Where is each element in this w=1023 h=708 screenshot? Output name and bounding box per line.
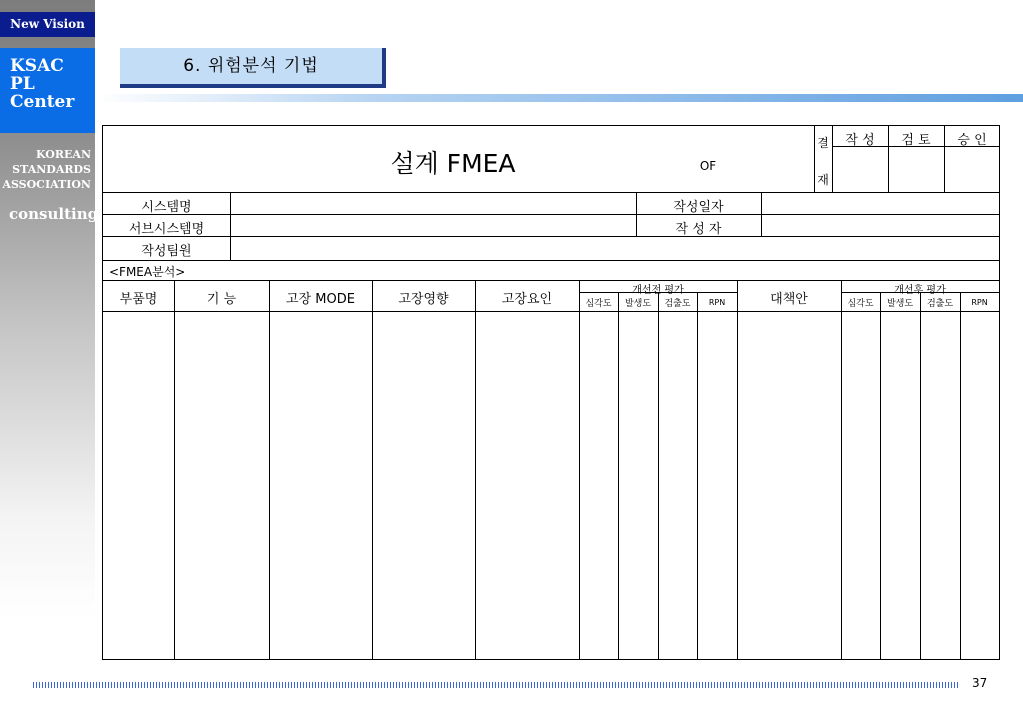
col-detection-after: 검출도 (926, 299, 954, 309)
column-divider (920, 292, 921, 660)
association-line: ASSOCIATION (2, 178, 91, 191)
col-occurrence-after: 발생도 (886, 299, 914, 309)
col-severity-before: 심각도 (585, 299, 612, 309)
column-divider (372, 280, 373, 660)
col-before-eval: 개선전 평가 (632, 285, 684, 296)
row-divider (103, 236, 999, 237)
sidebar (0, 0, 99, 708)
association-line: KOREAN (36, 148, 91, 161)
column-divider (269, 280, 270, 660)
page-number: 37 (972, 676, 988, 690)
association-name (2, 147, 91, 192)
row-divider (103, 192, 999, 193)
ksac-logo-block (0, 48, 95, 133)
approval-col-author: 작 성 (845, 133, 875, 148)
column-divider (737, 280, 738, 660)
col-failure-cause: 고장요인 (501, 292, 553, 307)
info-divider (230, 192, 231, 260)
ksac-line: Center (10, 92, 75, 112)
new-vision-label: New Vision (0, 12, 95, 37)
system-name-label: 시스템명 (141, 200, 192, 215)
col-function: 기 능 (206, 292, 237, 307)
approval-label-top: 결 (817, 136, 829, 150)
form-title: 설계 FMEA (390, 149, 516, 178)
header-gradient-bar (95, 94, 1023, 102)
column-divider (618, 292, 619, 660)
info-divider (761, 192, 762, 236)
col-after-eval: 개선후 평가 (894, 285, 946, 296)
approval-label-bottom: 재 (817, 173, 829, 187)
column-divider (697, 292, 698, 660)
ksac-line: PL (10, 74, 35, 94)
footer-dotted-line (33, 682, 958, 688)
col-failure-mode: 고장 MODE (286, 292, 355, 307)
approval-col-approve: 승 인 (957, 133, 987, 148)
col-rpn-before: RPN (708, 298, 726, 307)
ksac-line: KSAC (10, 56, 64, 76)
column-divider (960, 292, 961, 660)
col-part-name: 부품명 (119, 292, 158, 307)
row-divider (103, 311, 999, 312)
col-severity-after: 심각도 (847, 299, 874, 309)
approval-col-review: 검 토 (901, 133, 931, 148)
col-countermeasure: 대책안 (770, 292, 808, 307)
column-divider (880, 292, 881, 660)
date-label: 작성일자 (673, 200, 724, 215)
row-divider (103, 260, 999, 261)
page-title: 6. 위험분석 기법 (120, 48, 386, 88)
team-members-label: 작성팀원 (141, 244, 192, 259)
col-occurrence-before: 발생도 (624, 299, 652, 309)
col-detection-before: 검출도 (664, 299, 691, 309)
association-line: STANDARDS (12, 163, 91, 176)
consulting-label: consulting (9, 205, 99, 223)
col-failure-effect: 고장영향 (398, 292, 449, 307)
author-label: 작 성 자 (675, 222, 722, 237)
subsystem-name-label: 서브시스템명 (128, 222, 205, 237)
column-divider (841, 280, 842, 660)
col-rpn-after: RPN (971, 298, 988, 307)
fmea-form (102, 125, 1000, 660)
column-divider (658, 292, 659, 660)
column-divider (174, 280, 175, 660)
of-label: OF (699, 159, 717, 173)
column-divider (475, 280, 476, 660)
column-divider (579, 280, 580, 660)
section-label: <FMEA분석> (109, 265, 186, 279)
row-divider (103, 214, 999, 215)
